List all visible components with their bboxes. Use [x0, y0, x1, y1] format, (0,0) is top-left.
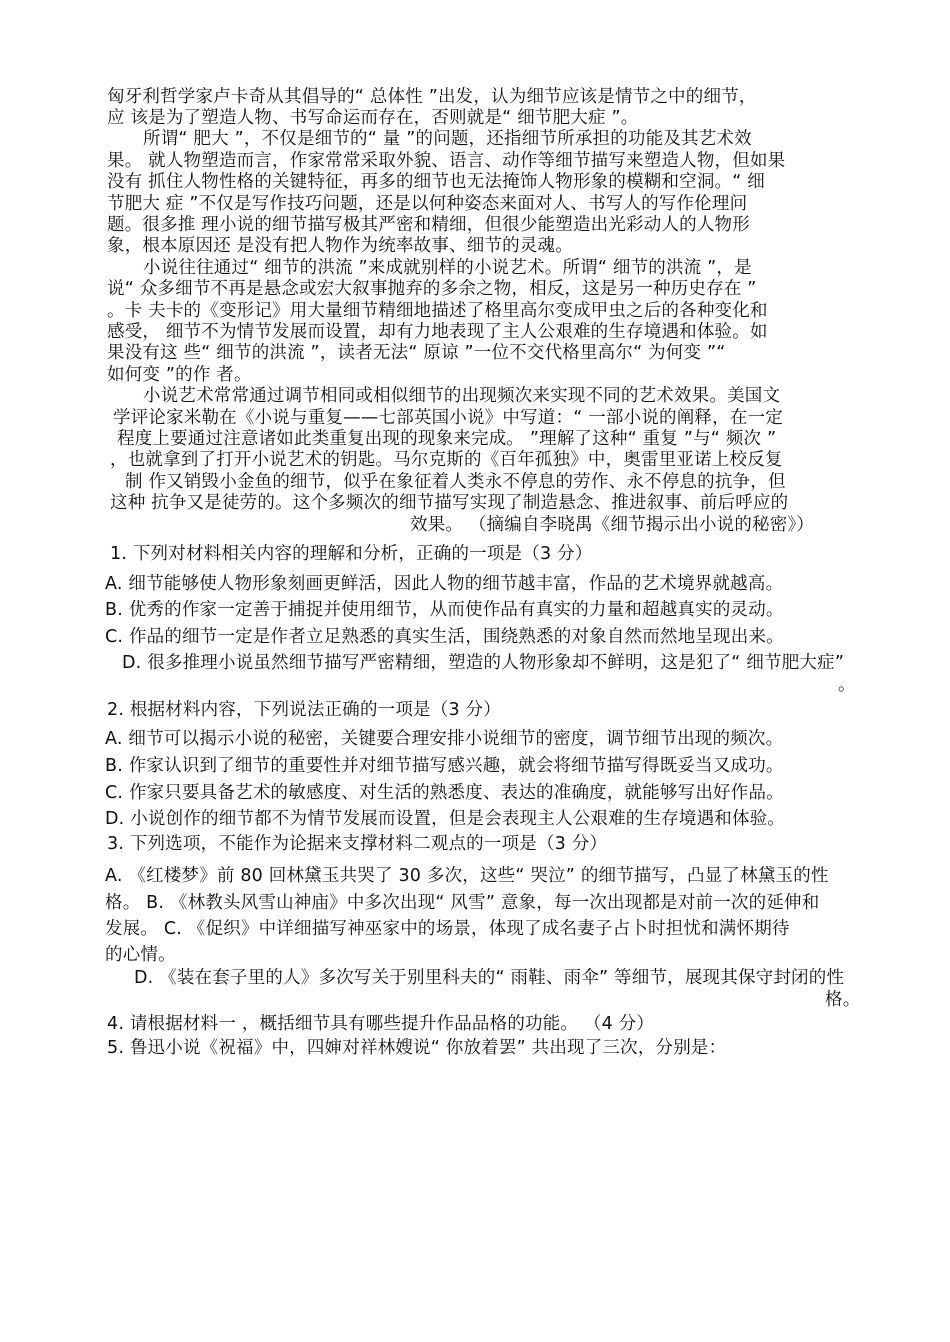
passage-line: ，也就拿到了打开小说艺术的钥匙。马尔克斯的《百年孤独》中，奥雷里亚诺上校反复	[110, 450, 783, 470]
passage-line: 制 作又销毁小金鱼的细节，似乎在象征着人类永不停息的劳作、永不停息的抗争，但	[125, 472, 786, 492]
passage-line: 。卡 夫卡的《变形记》用大量细节精细地描述了格里高尔变成甲虫之后的各种变化和	[107, 301, 768, 321]
passage-line: 说“ 众多细节不再是悬念或宏大叙事抛弃的多余之物，相反，这是另一种历史存在 ”	[107, 279, 757, 299]
passage-line: 程度上要通过注意诸如此类重复出现的现象来完成。 ”理解了这种“ 重复 ”与“ 频次 ”	[117, 429, 777, 449]
passage-line: 应 该是为了塑造人物、书写命运而存在，否则就是“ 细节肥大症 ”。	[107, 108, 639, 128]
question-stem: 4. 请根据材料一 ，概括细节具有哪些提升作品品格的功能。 （4 分）	[107, 1014, 655, 1034]
passage-line: 没有 抓住人物性格的关键特征，再多的细节也无法掩饰人物形象的模糊和空洞。“ 细	[107, 172, 765, 192]
option-c: C. 作品的细节一定是作者立足熟悉的真实生活，围绕熟悉的对象自然而然地呈现出来。	[105, 627, 784, 647]
passage-line: 节肥大 症 ”不仅是写作技巧问题，还是以何种姿态来面对人、书写人的写作伦理问	[107, 194, 748, 214]
passage-line: 小说艺术常常通过调节相同或相似细节的出现频次来实现不同的艺术效果。美国文	[143, 386, 781, 406]
option-line: 发展。 C. 《促织》中详细描写神巫家中的场景，体现了成名妻子占卜时担忧和满怀期待	[105, 919, 790, 939]
option-c: C. 作家只要具备艺术的敏感度、对生活的熟悉度、表达的准确度，就能够写出好作品。	[105, 783, 784, 803]
question-stem: 2. 根据材料内容，下列说法正确的一项是（3 分）	[107, 700, 501, 720]
passage-line: 如何变 ”的作 者。	[107, 365, 252, 385]
option-d: D. 很多推理小说虽然细节描写严密精细，塑造的人物形象却不鲜明，这是犯了“ 细节肥大症”	[122, 653, 845, 673]
option-d: D. 《装在套子里的人》多次写关于别里科夫的“ 雨鞋、雨伞” 等细节，展现其保守封闭的性	[134, 968, 845, 988]
passage-line: 学评论家米勒在《小说与重复——七部英国小说》中写道：“ 一部小说的阐释，在一定	[113, 408, 783, 428]
option-line: 的心情。	[105, 945, 176, 965]
option-b: B. 作家认识到了细节的重要性并对细节描写感兴趣，就会将细节描写得既妥当又成功。	[105, 756, 784, 776]
option-line: 格。 B. 《林教头风雪山神庙》中多次出现“ 风雪” 意象，每一次出现都是对前一次的延伸和	[105, 893, 820, 913]
passage-line: 这种 抗争又是徒劳的。这个多频次的细节描写实现了制造悬念、推进叙事、前后呼应的	[110, 493, 789, 513]
passage-line: 果没有这 些“ 细节的洪流 ”，读者无法“ 原谅 ”一位不交代格里高尔“ 为何变 ”“	[107, 343, 726, 363]
passage-line: 所谓“ 肥大 ”，不仅是细节的“ 量 ”的问题，还指细节所承担的功能及其艺术效	[143, 129, 752, 149]
passage-source: 效果。 （摘编自李晓禺《细节揭示出小说的秘密》）	[410, 515, 815, 535]
option-line: A. 《红楼梦》前 80 回林黛玉共哭了 30 多次，这些“ 哭泣” 的细节描写，凸显了林黛玉的性	[105, 866, 829, 886]
passage-line: 象，根本原因还 是没有把人物作为统率故事、细节的灵魂。	[107, 236, 573, 256]
passage-line: 小说往往通过“ 细节的洪流 ”来成就别样的小说艺术。所谓“ 细节的洪流 ”，是	[143, 258, 752, 278]
question-stem: 3. 下列选项，不能作为论据来支撑材料二观点的一项是（3 分）	[107, 834, 608, 854]
question-stem: 5. 鲁迅小说《祝福》中，四婶对祥林嫂说“ 你放着罢” 共出现了三次，分别是：	[107, 1038, 727, 1058]
option-b: B. 优秀的作家一定善于捕捉并使用细节，从而使作品有真实的力量和超越真实的灵动。	[105, 600, 784, 620]
option-a: A. 细节能够使人物形象刻画更鲜活，因此人物的细节越丰富，作品的艺术境界就越高。	[105, 574, 784, 594]
option-d-continuation: 格。	[825, 990, 861, 1010]
option-a: A. 细节可以揭示小说的秘密，关键要合理安排小说细节的密度，调节细节出现的频次。	[105, 729, 784, 749]
passage-line: 果。 就人物塑造而言，作家常常采取外貌、语言、动作等细节描写来塑造人物，但如果	[107, 151, 786, 171]
option-d: D. 小说创作的细节都不为情节发展而设置，但是会表现主人公艰难的生存境遇和体验。	[105, 809, 786, 829]
passage-line: 匈牙利哲学家卢卡奇从其倡导的“ 总体性 ”出发，认为细节应该是情节之中的细节，	[107, 87, 757, 107]
question-stem: 1. 下列对材料相关内容的理解和分析，正确的一项是（3 分）	[110, 544, 593, 564]
passage-line: 感受， 细节不为情节发展而设置，却有力地表现了主人公艰难的生存境遇和体验。如	[107, 322, 768, 342]
option-d-continuation: 。	[838, 675, 856, 695]
passage-line: 题。很多推 理小说的细节描写极其严密和精细，但很少能塑造出光彩动人的人物形	[107, 215, 750, 235]
